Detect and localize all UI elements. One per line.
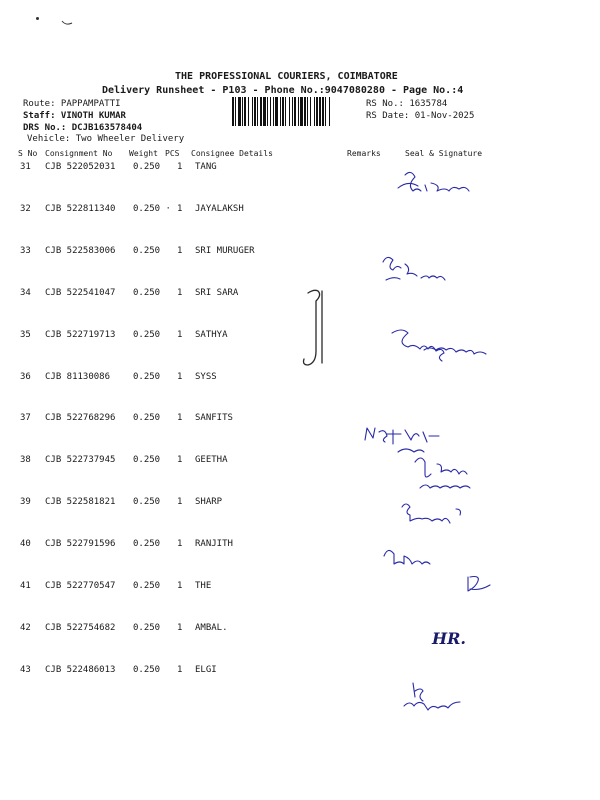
row-consignee: SANFITS [195,413,233,423]
row-sno: 40 [20,539,31,549]
row-consignee: SATHYA [195,330,228,340]
row-consignment-no: CJB 522052031 [45,162,116,172]
row-consignment-no: CJB 522583006 [45,246,116,256]
staff-label: Staff: VINOTH KUMAR [23,111,126,121]
row-pcs: 1 [177,539,183,549]
note-40: 8864168426 [432,550,522,566]
col-header-consignee: Consignee Details [191,149,273,158]
row-weight: 0.250 [133,162,161,172]
row-consignee: TANG [195,162,217,172]
row-consignment-no: CJB 522770547 [45,581,116,591]
note-32-line2: 9786067855 [398,227,500,246]
row-weight: 0.250 [133,497,161,507]
row-weight: 0.250 [133,623,161,633]
rs-number: RS No.: 1635784 [366,99,448,109]
row-pcs: 1 [177,204,183,214]
note-32-line1: A- Geni 2 [393,206,468,225]
drs-label: DRS No.: DCJB163578404 [23,123,143,133]
row-pcs: 1 [177,665,183,675]
signature-35 [392,330,486,361]
col-header-pcs: PCS [165,149,180,158]
row-weight: 0.250 [133,413,161,423]
row-weight: 0.250 [133,330,161,340]
row-pcs: 1 [177,330,183,340]
row-weight: 0.250 [133,665,161,675]
rs-date: RS Date: 01-Nov-2025 [366,111,475,121]
row-consignee: THE [195,581,212,591]
row-pcs: 1 [177,372,183,382]
note-42: HR. [432,629,466,648]
row-sno: 43 [20,665,31,675]
signature-38 [415,458,470,488]
runsheet-line: Delivery Runsheet - P103 - Phone No.:9047080280 - Page No.:4 [102,85,464,96]
signature-31 [398,172,469,191]
row-sno: 42 [20,623,31,633]
row-pcs: 1 [177,246,183,256]
row-consignment-no: CJB 522581821 [45,497,116,507]
row-sno: 33 [20,246,31,256]
row-consignment-no: CJB 522791596 [45,539,116,549]
row-consignee: JAYALAKSH [195,204,244,214]
row-consignment-no: CJB 522768296 [45,413,116,423]
row-weight: 0.250 [133,581,161,591]
row-consignee: SHARP [195,497,223,507]
note-39: 7708322077 [418,525,482,536]
row-consignment-no: CJB 522811340 [45,204,116,214]
row-pcs: 1 [177,497,183,507]
row-sno: 31 [20,162,31,172]
row-sno: 35 [20,330,31,340]
row-sno: 41 [20,581,31,591]
remarks-mark-34 [304,290,323,365]
company-title: THE PROFESSIONAL COURIERS, COIMBATORE [175,71,398,82]
col-header-consignment: Consignment No [45,149,113,158]
row-consignee: AMBAL. [195,623,228,633]
vehicle-label: Vehicle: Two Wheeler Delivery [27,134,185,144]
row-consignment-no: CJB 81130086 [45,372,111,382]
signature-37 [365,428,439,452]
row-weight: 0.250 [133,288,161,298]
row-pcs: 1 [177,413,183,423]
row-pcs: 1 [177,162,183,172]
row-consignment-no: CJB 522486013 [45,665,116,675]
col-header-remarks: Remarks [347,149,381,158]
row-sno: 32 [20,204,31,214]
signature-40 [384,550,521,566]
note-36: Vinoth 8861168426 [405,395,525,409]
row-weight: 0.250 [133,455,161,465]
row-consignee: GEETHA [195,455,228,465]
row-pcs: 1 [177,623,183,633]
signature-33 [383,257,445,280]
row-consignment-no: CJB 522737945 [45,455,116,465]
row-sno: 39 [20,497,31,507]
row-sno: 36 [20,372,31,382]
signature-41 [468,577,490,592]
signature-43 [404,683,460,710]
row-pcs: 1 [177,581,183,591]
col-header-sno: S No [18,149,38,158]
row-pcs: 1 [177,288,183,298]
row-consignment-no: CJB 522541047 [45,288,116,298]
route-label: Route: PAPPAMPATTI [23,99,121,109]
row-consignee: SRI SARA [195,288,239,298]
row-weight: 0.250 [133,372,161,382]
col-header-seal: Seal & Signature [405,149,483,158]
row-consignee: SYSS [195,372,217,382]
row-sno: 38 [20,455,31,465]
row-weight: 0.250 · [133,204,171,214]
handwriting-32 [391,206,500,246]
col-header-weight: Weight [129,149,158,158]
row-consignment-no: CJB 522719713 [45,330,116,340]
row-weight: 0.250 [133,246,161,256]
row-consignee: RANJITH [195,539,233,549]
row-consignment-no: CJB 522754682 [45,623,116,633]
row-sno: 37 [20,413,31,423]
row-consignee: ELGI [195,665,217,675]
row-consignee: SRI MURUGER [195,246,255,256]
signature-39 [402,504,482,536]
row-pcs: 1 [177,455,183,465]
row-sno: 34 [20,288,31,298]
row-weight: 0.250 [133,539,161,549]
